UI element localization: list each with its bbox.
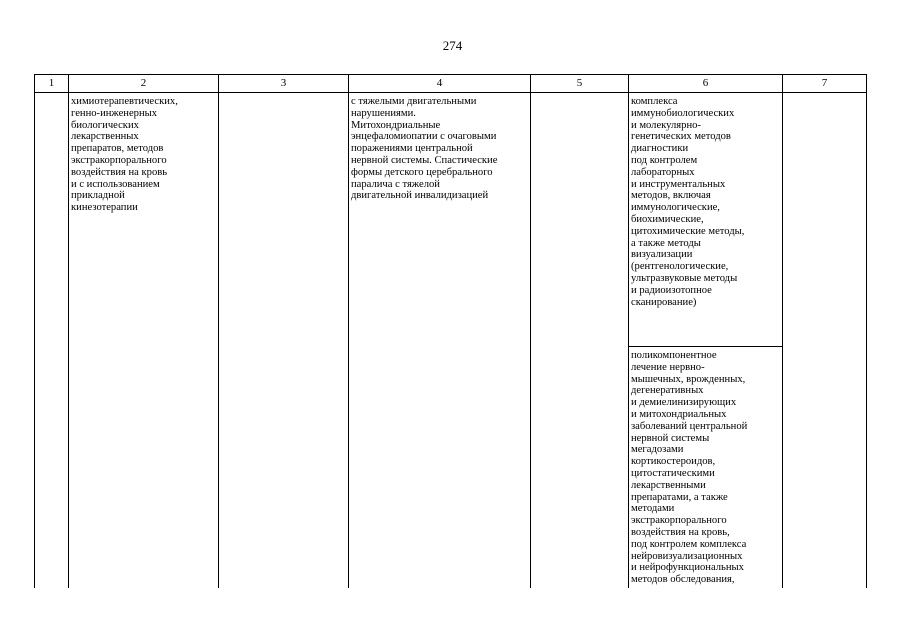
column-header-3: 3 [219,75,349,93]
column-header-4: 4 [349,75,531,93]
column-header-1: 1 [35,75,69,93]
cell-col5-text [531,93,628,96]
table-row [35,93,867,347]
column-header-5: 5 [531,75,629,93]
column-header-6: 6 [629,75,783,93]
cell-col6-part1 [629,93,783,347]
cell-col1 [35,93,69,589]
cell-col2 [69,93,219,589]
cell-col6-part2 [629,347,783,588]
cell-col2-text: химиотерапевтических, генно-инженерных биологических лекарственных препаратов, методов экстракорпорального воздействия на кровь и с использованием прикладной кинезотерапии [71,96,178,214]
cell-col6-part1-text: комплекса иммунобиологических и молекулярно- генетических методов диагностики под контролем лабораторных и инструментальных методов, включая иммунологические, биохимические, цитохимические методы, а также методы визуализации (рентгенологические, ультразвуковые методы и радиоизотопное сканирование) [631,96,745,308]
page-number: 274 [442,38,463,53]
cell-col5 [531,93,629,589]
cell-col4-text: с тяжелыми двигательными нарушениями. Митохондриальные энцефаломиопатии с очаговыми поражениями центральной нервной системы. Спастические формы детского церебрального паралича с тяжелой двигательной инвалидизацией [351,96,498,202]
cell-col6-part2-text: поликомпонентное лечение нервно- мышечных, врожденных, дегенеративных и демиелинизирующих и митохондриальных заболеваний центральной нервной системы мегадозами кортикостероидов, цитостатическими лекарственными препаратами, а также методами экстракорпорального воздействия на кровь, под контролем комплекса нейровизуализационных и нейрофункциональных методов обследования, [631,350,748,586]
column-header-7: 7 [783,75,867,93]
cell-col1-text [35,93,68,96]
cell-col4 [349,93,531,589]
cell-col7 [783,93,867,589]
column-number-row [35,75,867,93]
services-table [34,74,867,588]
cell-col7-text [783,93,866,96]
column-header-2: 2 [69,75,219,93]
cell-col3 [219,93,349,589]
cell-col3-text [219,93,348,96]
